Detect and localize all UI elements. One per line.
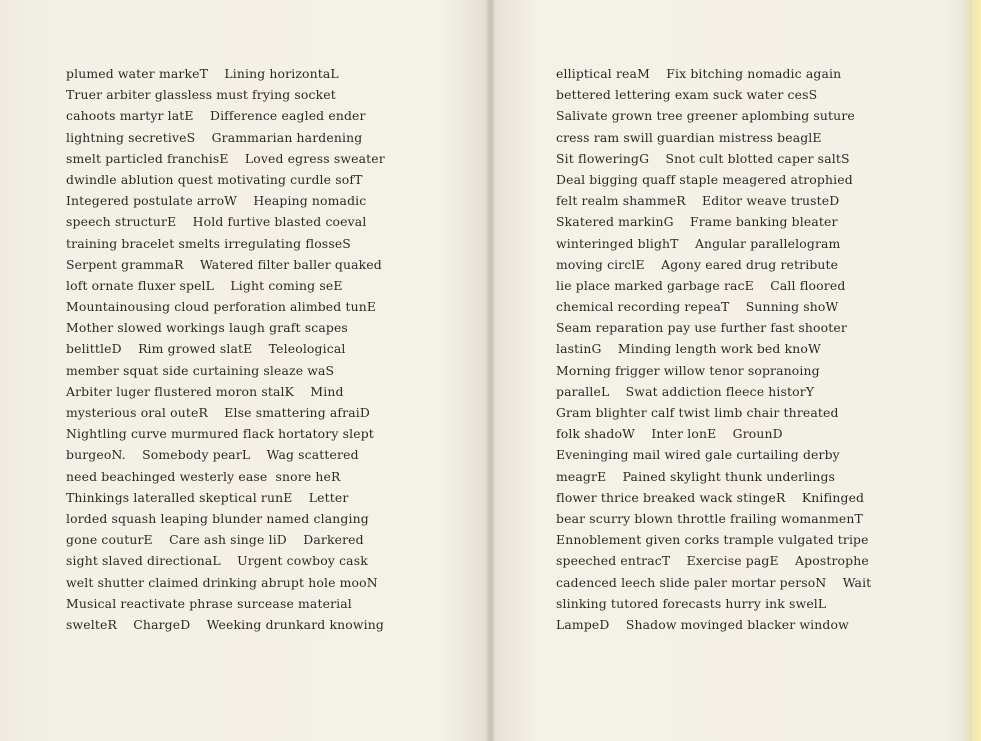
text-line: LampeD Shadow movinged blacker window	[556, 616, 849, 632]
text-line: mysterious oral outeR Else smattering afraiD	[66, 405, 370, 420]
text-line: felt realm shammeR Editor weave trusteD	[556, 193, 840, 209]
text-line: gone couturE Care ash singe liD Darkered	[66, 532, 364, 548]
text-line: Seam reparation pay use further fast shooter	[556, 320, 847, 336]
page-edge	[972, 0, 981, 741]
text-line: smelt particled franchisE Loved egress sweater	[66, 150, 385, 166]
text-line: dwindle ablution quest motivating curdle sofT	[66, 171, 363, 187]
text-line: paralleL Swat addiction fleece historY	[556, 383, 815, 399]
text-line: Mother slowed workings laugh graft scapes	[66, 320, 348, 336]
text-line: Serpent grammaR Watered filter baller quaked	[66, 256, 382, 272]
text-line: Skatered markinG Frame banking bleater	[556, 214, 838, 230]
text-line: plumed water markeT Lining horizontaL	[66, 66, 339, 81]
text-line: belittleD Rim growed slatE Teleological	[66, 341, 346, 357]
text-line: Deal bigging quaff staple meagered atrophied	[556, 171, 853, 187]
left-page	[0, 0, 489, 741]
text-line: lightning secretiveS Grammarian hardening	[66, 129, 363, 145]
text-line: Truer arbiter glassless must frying socket	[66, 87, 336, 103]
text-line: burgeoN. Somebody pearL Wag scattered	[66, 447, 359, 463]
text-line: Integered postulate arroW Heaping nomadic	[66, 193, 367, 209]
text-line: Sit floweringG Snot cult blotted caper saltS	[556, 150, 850, 166]
text-line: winteringed blighT Angular parallelogram	[556, 235, 841, 251]
text-line: cadenced leech slide paler mortar persoN Wait	[556, 574, 872, 590]
left-page-text	[66, 63, 385, 635]
text-line: Eveninging mail wired gale curtailing derby	[556, 447, 840, 463]
text-line: need beachinged westerly ease snore heR	[66, 468, 341, 484]
text-line: Gram blighter calf twist limb chair threated	[556, 405, 839, 420]
text-line: cahoots martyr latE Difference eagled ender	[66, 108, 366, 124]
text-line: lorded squash leaping blunder named clanging	[66, 510, 369, 526]
text-line: member squat side curtaining sleaze waS	[66, 362, 335, 378]
text-line: speeched entracT Exercise pagE Apostrophe	[556, 553, 869, 569]
text-line: Ennoblement given corks trample vulgated tripe	[556, 532, 869, 548]
text-line: chemical recording repeaT Sunning shoW	[556, 299, 839, 315]
text-line: swelteR ChargeD Weeking drunkard knowing	[66, 616, 384, 632]
text-line: sight slaved directionaL Urgent cowboy cask	[66, 553, 368, 569]
text-line: cress ram swill guardian mistress beaglE	[556, 129, 822, 145]
right-page	[493, 0, 981, 741]
text-line: Morning frigger willow tenor sopranoing	[556, 362, 820, 378]
text-line: lie place marked garbage racE Call floored	[556, 277, 846, 293]
text-line: bettered lettering exam suck water cesS	[556, 87, 818, 103]
text-line: moving circlE Agony eared drug retribute	[556, 256, 839, 272]
text-line: Arbiter luger flustered moron stalK Mind	[66, 383, 344, 399]
right-page-text	[556, 63, 871, 635]
text-line: meagrE Pained skylight thunk underlings	[556, 468, 836, 484]
text-line: flower thrice breaked wack stingeR Knifinged	[556, 489, 865, 505]
text-line: loft ornate fluxer spelL Light coming seE	[66, 277, 343, 293]
text-line: Salivate grown tree greener aplombing suture	[556, 108, 855, 124]
text-line: Musical reactivate phrase surcease material	[66, 595, 352, 611]
text-line: bear scurry blown throttle frailing womanmenT	[556, 510, 863, 526]
text-line: training bracelet smelts irregulating flosseS	[66, 235, 351, 251]
text-line: lastinG Minding length work bed knoW	[556, 341, 821, 357]
text-line: Mountainousing cloud perforation alimbed tunE	[66, 299, 377, 315]
text-line: Nightling curve murmured flack hortatory slept	[66, 426, 374, 442]
text-line: elliptical reaM Fix bitching nomadic again	[556, 66, 842, 81]
text-line: Thinkings lateralled skeptical runE Letter	[66, 489, 349, 505]
text-line: folk shadoW Inter lonE GrounD	[556, 426, 783, 442]
text-line: welt shutter claimed drinking abrupt hole mooN	[66, 574, 378, 590]
text-line: slinking tutored forecasts hurry ink swelL	[556, 595, 827, 611]
text-line: speech structurE Hold furtive blasted coeval	[66, 214, 367, 230]
